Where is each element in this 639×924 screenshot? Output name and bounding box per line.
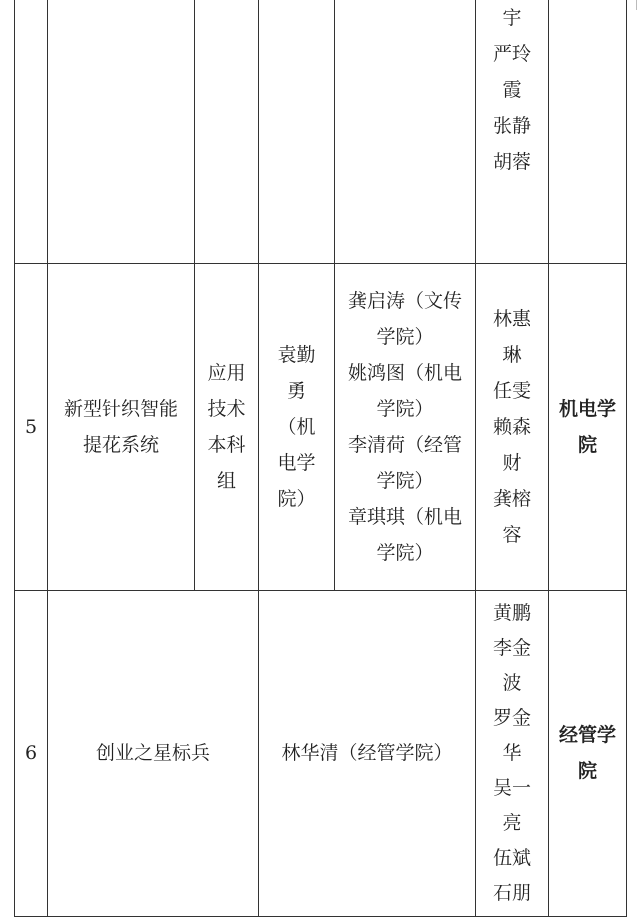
group-line: 应用 — [207, 361, 246, 384]
member-line: 胡蓉 — [492, 151, 531, 173]
page-edge-mark — [636, 0, 637, 10]
cell-team — [335, 263, 476, 590]
cell-num: 5 — [15, 263, 48, 590]
team-line: 李清荷（经管 — [347, 433, 462, 456]
team-line: 姚鸿图（机电 — [347, 361, 462, 384]
team-line: 章琪琪（机电 — [347, 505, 462, 528]
group-line: 组 — [216, 469, 236, 492]
table-row — [15, 590, 627, 916]
cell-advisor — [259, 263, 335, 590]
member-line: 财 — [502, 451, 522, 474]
cell-project: 创业之星标兵 — [48, 590, 259, 916]
member-line: 黄鹏 — [492, 601, 531, 624]
team-line: 学院） — [376, 397, 434, 420]
project-line: 新型针织智能 — [63, 397, 178, 420]
group-line: 本科 — [207, 433, 246, 456]
member-line: 华 — [502, 741, 522, 764]
team-line: 学院） — [376, 541, 434, 564]
member-line: 赖森 — [492, 415, 531, 438]
cell-advisor-team: 林华清（经管学院） — [259, 590, 476, 916]
member-line: 任雯 — [492, 379, 531, 402]
advisor-line: 院） — [277, 487, 316, 510]
group-line: 技术 — [207, 397, 246, 420]
team-line: 学院） — [376, 469, 434, 492]
member-line: 张静 — [492, 115, 531, 137]
cell-college — [549, 0, 627, 263]
table-row — [15, 263, 627, 590]
member-line: 霞 — [502, 79, 522, 101]
advisor-line: 袁勤 — [277, 343, 316, 366]
cell-num: 6 — [15, 590, 48, 916]
cell-project — [48, 0, 195, 263]
project-line: 提花系统 — [82, 433, 159, 456]
member-line: 宇 — [502, 7, 522, 29]
member-line: 李金 — [492, 636, 531, 659]
cell-advisor — [259, 0, 335, 263]
awards-table — [14, 0, 627, 917]
college-line: 院 — [577, 760, 597, 782]
advisor-line: 勇 — [286, 379, 306, 402]
advisor-line: （机 — [277, 415, 316, 438]
advisor-line: 电学 — [277, 451, 316, 474]
cell-college — [549, 263, 627, 590]
cell-members — [476, 263, 549, 590]
cell-group — [195, 0, 259, 263]
member-line: 吴一 — [492, 776, 531, 799]
cell-group — [195, 263, 259, 590]
member-line: 严玲 — [492, 43, 531, 65]
member-line: 林惠 — [492, 307, 531, 330]
team-line: 学院） — [376, 325, 434, 348]
college-line: 机电学 — [558, 397, 616, 420]
member-line: 亮 — [502, 811, 522, 834]
college-line: 院 — [577, 433, 597, 456]
table-row — [15, 0, 627, 263]
member-line: 石朋 — [492, 881, 531, 904]
cell-project — [48, 263, 195, 590]
cell-team — [335, 0, 476, 263]
member-line: 波 — [502, 671, 522, 694]
cell-num — [15, 0, 48, 263]
cell-members — [476, 590, 549, 916]
team-line: 龚启涛（文传 — [347, 289, 462, 312]
member-line: 伍斌 — [492, 846, 531, 869]
member-line: 罗金 — [492, 706, 531, 729]
cell-college — [549, 590, 627, 916]
member-line: 龚榕 — [492, 487, 531, 510]
member-line: 琳 — [502, 343, 522, 366]
cell-members — [476, 0, 549, 263]
college-line: 经管学 — [558, 724, 616, 746]
member-line: 容 — [502, 523, 522, 546]
